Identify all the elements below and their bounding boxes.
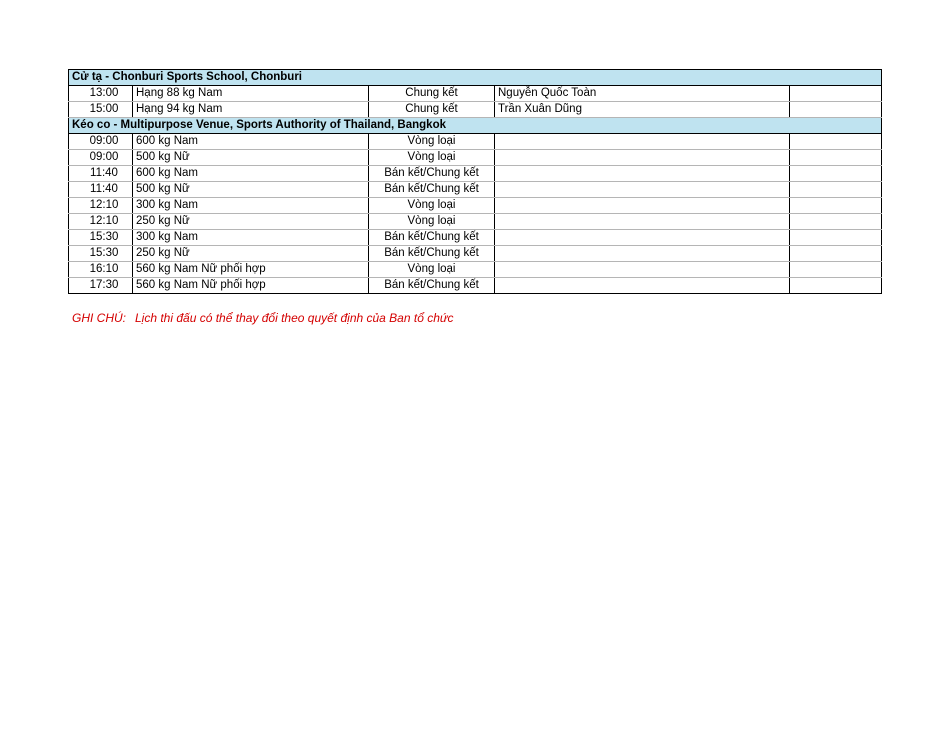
extra-cell — [790, 214, 882, 230]
time-cell: 17:30 — [69, 278, 133, 294]
round-cell: Vòng loại — [369, 262, 495, 278]
table-row — [69, 182, 882, 198]
time-cell: 16:10 — [69, 262, 133, 278]
round-cell: Bán kết/Chung kết — [369, 230, 495, 246]
round-cell: Bán kết/Chung kết — [369, 166, 495, 182]
athlete-cell: Nguyễn Quốc Toàn — [495, 86, 790, 102]
athlete-cell — [495, 230, 790, 246]
table-row — [69, 102, 882, 118]
time-cell: 12:10 — [69, 198, 133, 214]
event-cell: 600 kg Nam — [133, 134, 369, 150]
event-cell: 250 kg Nữ — [133, 214, 369, 230]
event-cell: 300 kg Nam — [133, 230, 369, 246]
athlete-cell — [495, 150, 790, 166]
athlete-cell — [495, 182, 790, 198]
time-cell: 12:10 — [69, 214, 133, 230]
event-cell: 560 kg Nam Nữ phối hợp — [133, 262, 369, 278]
table-row — [69, 198, 882, 214]
extra-cell — [790, 182, 882, 198]
event-cell: Hạng 88 kg Nam — [133, 86, 369, 102]
section-header-row — [69, 70, 882, 86]
table-row — [69, 278, 882, 294]
extra-cell — [790, 278, 882, 294]
extra-cell — [790, 230, 882, 246]
table-row — [69, 86, 882, 102]
event-cell: 250 kg Nữ — [133, 246, 369, 262]
extra-cell — [790, 166, 882, 182]
time-cell: 09:00 — [69, 134, 133, 150]
event-cell: 300 kg Nam — [133, 198, 369, 214]
athlete-cell — [495, 214, 790, 230]
time-cell: 09:00 — [69, 150, 133, 166]
athlete-cell — [495, 246, 790, 262]
time-cell: 15:00 — [69, 102, 133, 118]
event-cell: 500 kg Nữ — [133, 182, 369, 198]
time-cell: 11:40 — [69, 166, 133, 182]
event-cell: 560 kg Nam Nữ phối hợp — [133, 278, 369, 294]
section-title: Cử tạ - Chonburi Sports School, Chonburi — [69, 70, 882, 86]
event-cell: 500 kg Nữ — [133, 150, 369, 166]
table-row — [69, 150, 882, 166]
round-cell: Bán kết/Chung kết — [369, 182, 495, 198]
athlete-cell — [495, 166, 790, 182]
time-cell: 11:40 — [69, 182, 133, 198]
table-row — [69, 246, 882, 262]
event-cell: 600 kg Nam — [133, 166, 369, 182]
time-cell: 13:00 — [69, 86, 133, 102]
round-cell: Chung kết — [369, 102, 495, 118]
athlete-cell — [495, 278, 790, 294]
schedule-table-body — [69, 70, 882, 294]
table-row — [69, 262, 882, 278]
table-row — [69, 134, 882, 150]
extra-cell — [790, 150, 882, 166]
table-row — [69, 230, 882, 246]
table-row — [69, 214, 882, 230]
athlete-cell — [495, 134, 790, 150]
athlete-cell — [495, 198, 790, 214]
section-title: Kéo co - Multipurpose Venue, Sports Authority of Thailand, Bangkok — [69, 118, 882, 134]
time-cell: 15:30 — [69, 230, 133, 246]
note-label: GHI CHÚ: — [72, 311, 126, 325]
extra-cell — [790, 246, 882, 262]
extra-cell — [790, 102, 882, 118]
round-cell: Vòng loại — [369, 150, 495, 166]
table-row — [69, 166, 882, 182]
schedule-table — [68, 69, 882, 294]
round-cell: Vòng loại — [369, 134, 495, 150]
section-header-row — [69, 118, 882, 134]
extra-cell — [790, 134, 882, 150]
extra-cell — [790, 86, 882, 102]
event-cell: Hạng 94 kg Nam — [133, 102, 369, 118]
round-cell: Chung kết — [369, 86, 495, 102]
round-cell: Vòng loại — [369, 198, 495, 214]
athlete-cell — [495, 262, 790, 278]
round-cell: Vòng loại — [369, 214, 495, 230]
round-cell: Bán kết/Chung kết — [369, 246, 495, 262]
extra-cell — [790, 198, 882, 214]
time-cell: 15:30 — [69, 246, 133, 262]
athlete-cell: Trần Xuân Dũng — [495, 102, 790, 118]
schedule-note — [72, 311, 454, 325]
note-text: Lịch thi đấu có thể thay đổi theo quyết định của Ban tổ chức — [135, 311, 454, 325]
round-cell: Bán kết/Chung kết — [369, 278, 495, 294]
extra-cell — [790, 262, 882, 278]
